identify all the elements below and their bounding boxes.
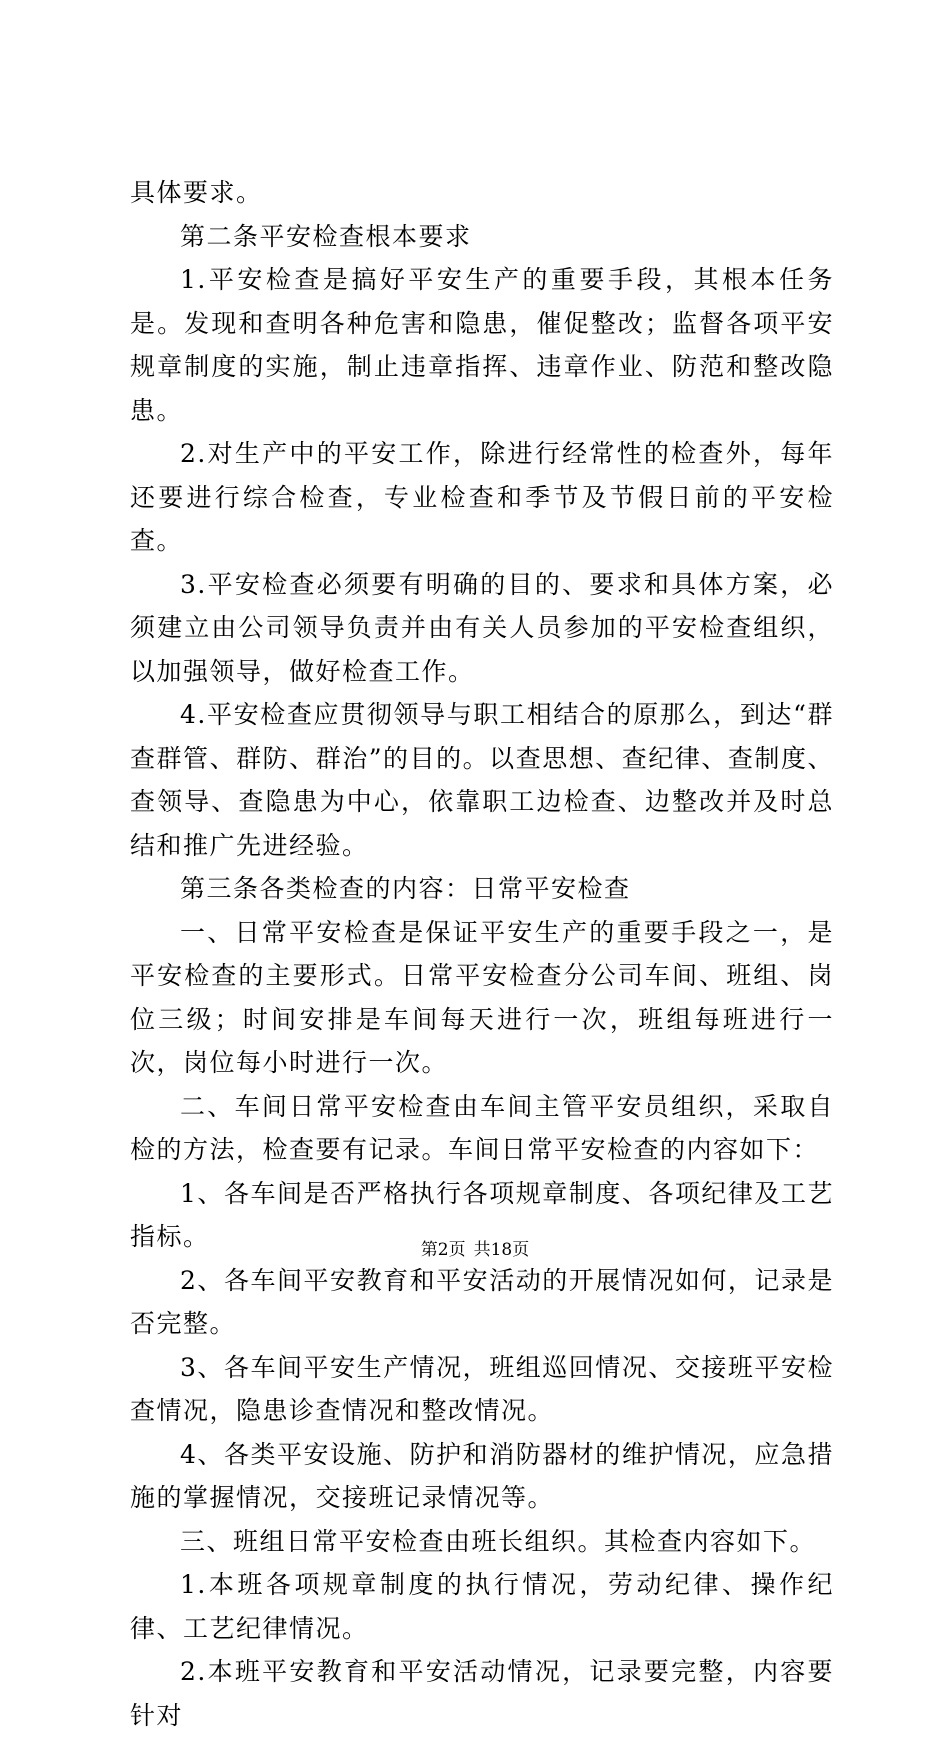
- document-body: [130, 171, 834, 1737]
- paragraph-5: 3.平安检查必须要有明确的目的、要求和具体方案，必须建立由公司领导负责并由有关人员参加的平安检查组织，以加强领导，做好检查工作。: [130, 569, 834, 686]
- paragraph-14: 三、班组日常平安检查由班长组织。其检查内容如下。: [180, 1526, 817, 1556]
- page-total: 共18页: [473, 1240, 530, 1260]
- paragraph-1: 具体要求。: [130, 178, 263, 207]
- paragraph-15: 1.本班各项规章制度的执行情况，劳动纪律、操作纪律、工艺纪律情况。: [130, 1570, 834, 1643]
- page-number: 第2页: [420, 1240, 466, 1260]
- page-footer: [0, 1238, 950, 1262]
- paragraph-13: 4、各类平安设施、防护和消防器材的维护情况，应急措施的掌握情况，交接班记录情况等。: [130, 1439, 834, 1512]
- paragraph-8: 一、日常平安检查是保证平安生产的重要手段之一，是平安检查的主要形式。日常平安检查分公司车间、班组、岗位三级；时间安排是车间每天进行一次，班组每班进行一次，岗位每小时进行一次。: [130, 917, 834, 1077]
- paragraph-12: 3、各车间平安生产情况，班组巡回情况、交接班平安检查情况，隐患诊查情况和整改情况。: [130, 1352, 834, 1425]
- paragraph-2: 第二条平安检查根本要求: [180, 221, 472, 251]
- paragraph-4: 2.对生产中的平安工作，除进行经常性的检查外，每年还要进行综合检查，专业检查和季节及节假日前的平安检查。: [130, 439, 834, 555]
- paragraph-10: 1、各车间是否严格执行各项规章制度、各项纪律及工艺指标。: [130, 1178, 834, 1251]
- paragraph-16: 2.本班平安教育和平安活动情况，记录要完整，内容要针对: [130, 1657, 834, 1730]
- paragraph-11: 2、各车间平安教育和平安活动的开展情况如何，记录是否完整。: [130, 1265, 834, 1338]
- paragraph-3: 1.平安检查是搞好平安生产的重要手段，其根本任务是。发现和查明各种危害和隐患，催促整改；监督各项平安规章制度的实施，制止违章指挥、违章作业、防范和整改隐患。: [130, 265, 834, 425]
- paragraph-6: 4.平安检查应贯彻领导与职工相结合的原那么，到达“群查群管、群防、群治”的目的。以查思想、查纪律、查制度、查领导、查隐患为中心，依靠职工边检查、边整改并及时总结和推广先进经验。: [130, 700, 834, 860]
- paragraph-9: 二、车间日常平安检查由车间主管平安员组织，采取自检的方法，检查要有记录。车间日常平安检查的内容如下：: [130, 1091, 834, 1164]
- paragraph-7: 第三条各类检查的内容：日常平安检查: [180, 874, 631, 903]
